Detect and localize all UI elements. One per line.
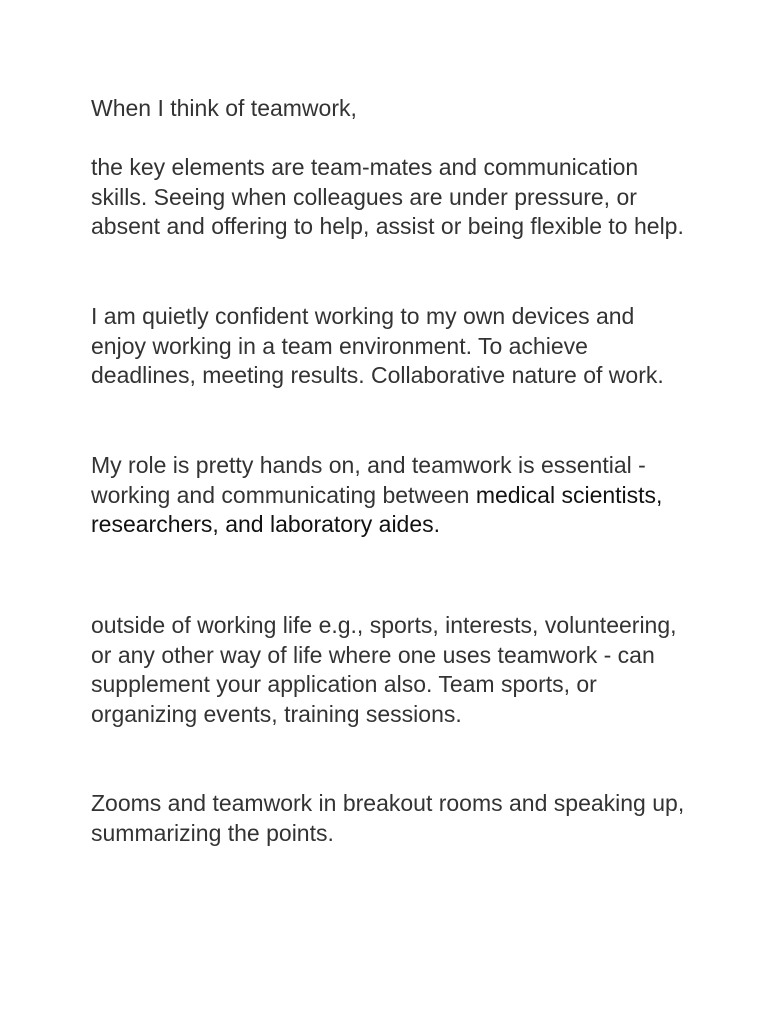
paragraph-text: When I think of teamwork, — [91, 95, 357, 121]
paragraph-text-emphasis: medical scientists, researchers, and laboratory aides. — [91, 481, 663, 538]
paragraph-zooms — [91, 789, 691, 848]
paragraph-text: I am quietly confident working to my own devices and enjoy working in a team environment. To achieve deadlines, meeting results. Collaborative nature of work. — [91, 303, 664, 389]
paragraph-key-elements — [91, 153, 691, 242]
paragraph-text: My role is pretty hands on, and teamwork is essential - working and communicating between — [91, 452, 646, 508]
paragraph-confidence — [91, 302, 691, 391]
paragraph-outside-work — [91, 611, 691, 730]
paragraph-intro — [91, 94, 691, 124]
paragraph-role — [91, 451, 691, 540]
paragraph-text: outside of working life e.g., sports, interests, volunteering, or any other way of life where one uses teamwork - can supplement your application also. Team sports, or organizing events, training sessions. — [91, 612, 677, 728]
paragraph-text: the key elements are team-mates and communication skills. Seeing when colleagues are under pressure, or absent and offering to help, assist or being flexible to help. — [91, 154, 684, 240]
paragraph-text: Zooms and teamwork in breakout rooms and speaking up, summarizing the points. — [91, 790, 685, 846]
